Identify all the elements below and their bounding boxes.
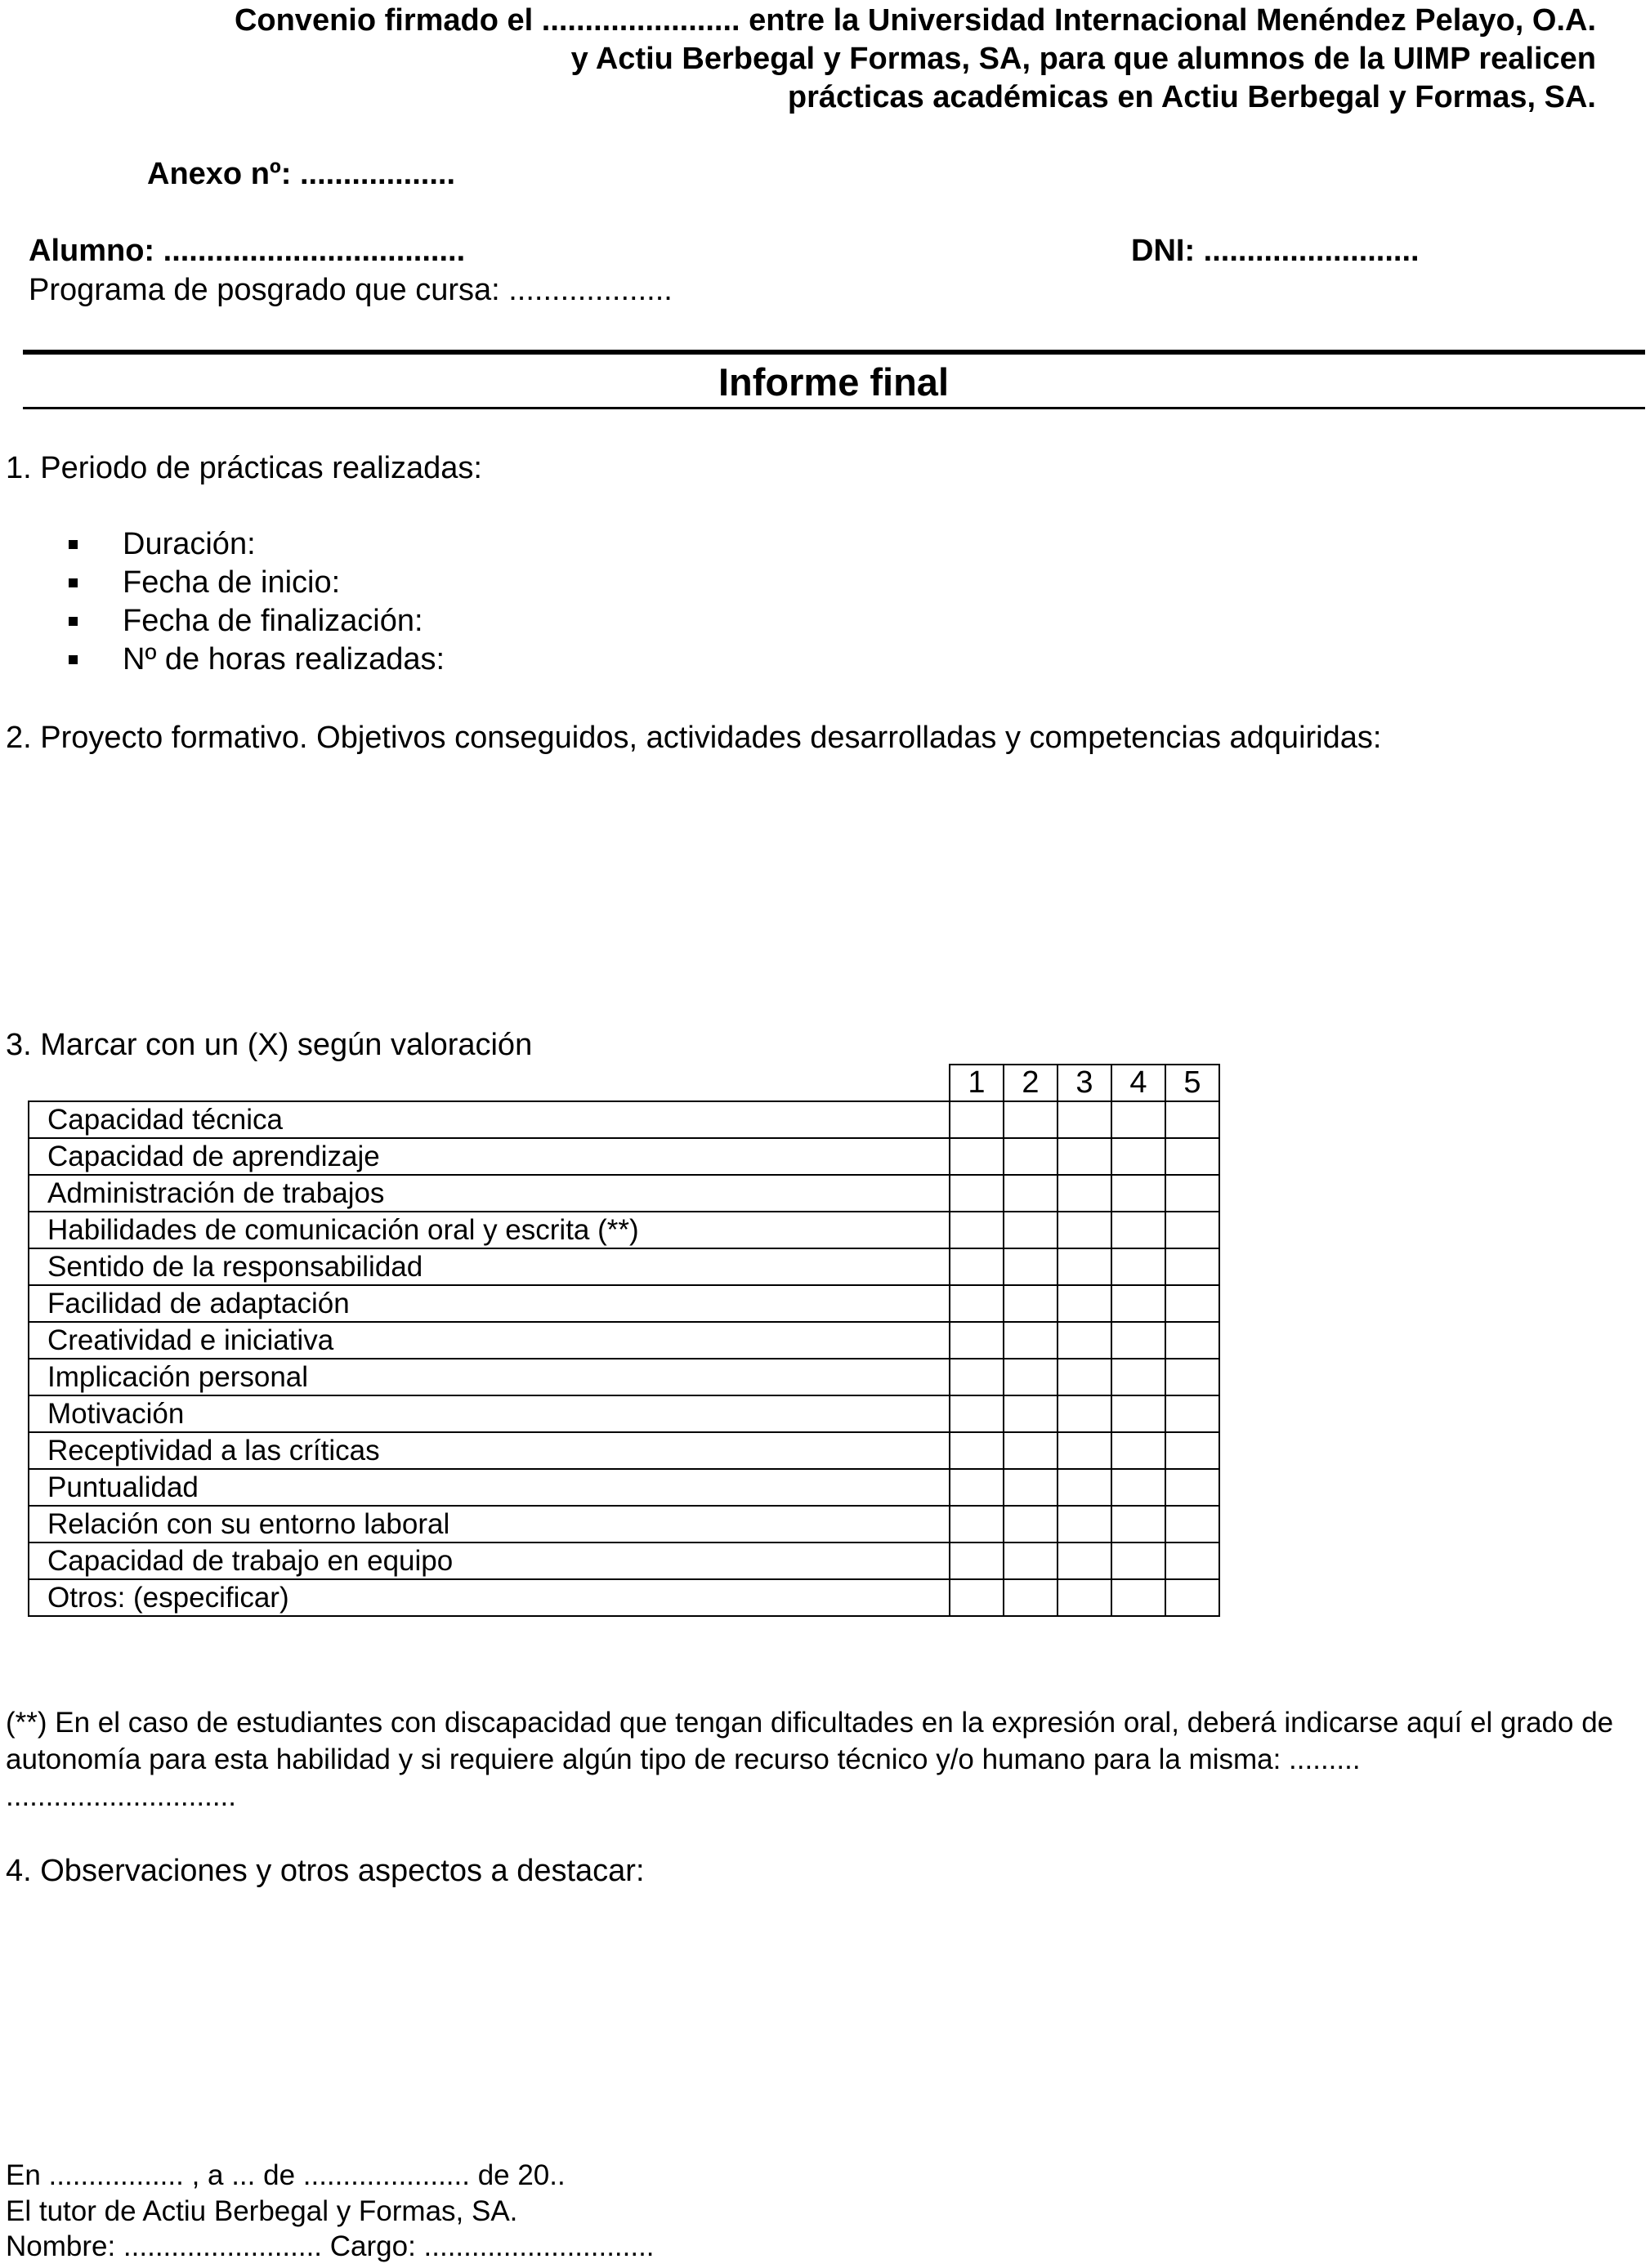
- rating-cell[interactable]: [1004, 1506, 1058, 1543]
- rating-cell[interactable]: [1058, 1285, 1111, 1322]
- criterion-label: Implicación personal: [29, 1359, 950, 1395]
- table-row: [29, 1212, 1219, 1248]
- criterion-label: Administración de trabajos: [29, 1175, 950, 1212]
- scale-label: 1: [950, 1065, 1004, 1101]
- rating-cell[interactable]: [950, 1322, 1004, 1359]
- rating-cell[interactable]: [1004, 1248, 1058, 1285]
- rating-cell[interactable]: [1058, 1469, 1111, 1506]
- criterion-label: Otros: (especificar): [29, 1579, 950, 1616]
- list-item: Duración:: [67, 525, 445, 564]
- rating-cell[interactable]: [1165, 1175, 1219, 1212]
- rating-cell[interactable]: [1165, 1322, 1219, 1359]
- note-line: autonomía para esta habilidad y si requiere algún tipo de recurso técnico y/o humano para la misma: .........: [6, 1743, 1361, 1775]
- table-row: [29, 1543, 1219, 1579]
- rating-cell[interactable]: [1111, 1322, 1165, 1359]
- rating-table: [28, 1064, 1220, 1617]
- criterion-label: Capacidad de aprendizaje: [29, 1138, 950, 1175]
- rating-cell[interactable]: [1111, 1212, 1165, 1248]
- rating-cell[interactable]: [1111, 1175, 1165, 1212]
- rating-cell[interactable]: [950, 1543, 1004, 1579]
- table-row: [29, 1395, 1219, 1432]
- rating-cell[interactable]: [1111, 1285, 1165, 1322]
- rating-cell[interactable]: [1004, 1285, 1058, 1322]
- rating-cell[interactable]: [950, 1138, 1004, 1175]
- table-row: [29, 1506, 1219, 1543]
- rating-cell[interactable]: [1165, 1212, 1219, 1248]
- criterion-label: Habilidades de comunicación oral y escrita (**): [29, 1212, 950, 1248]
- rating-cell[interactable]: [950, 1212, 1004, 1248]
- criterion-label: Facilidad de adaptación: [29, 1285, 950, 1322]
- criterion-label: Relación con su entorno laboral: [29, 1506, 950, 1543]
- rating-cell[interactable]: [1004, 1395, 1058, 1432]
- rating-cell[interactable]: [1165, 1395, 1219, 1432]
- rating-cell[interactable]: [1165, 1101, 1219, 1138]
- list-item: Nº de horas realizadas:: [67, 641, 445, 679]
- table-row: [29, 1175, 1219, 1212]
- rating-cell[interactable]: [1111, 1248, 1165, 1285]
- rating-cell[interactable]: [950, 1506, 1004, 1543]
- rating-cell[interactable]: [1111, 1543, 1165, 1579]
- rating-cell[interactable]: [1004, 1432, 1058, 1469]
- rating-cell[interactable]: [1165, 1359, 1219, 1395]
- table-row: [29, 1579, 1219, 1616]
- table-row: [29, 1432, 1219, 1469]
- criterion-label: Creatividad e iniciativa: [29, 1322, 950, 1359]
- rating-cell[interactable]: [950, 1579, 1004, 1616]
- rating-cell[interactable]: [1165, 1543, 1219, 1579]
- rating-cell[interactable]: [1111, 1101, 1165, 1138]
- agreement-header-line-3: prácticas académicas en Actiu Berbegal y Formas, SA.: [787, 80, 1596, 114]
- rating-cell[interactable]: [1004, 1469, 1058, 1506]
- rating-cell[interactable]: [1004, 1579, 1058, 1616]
- rating-cell[interactable]: [1004, 1175, 1058, 1212]
- rating-cell[interactable]: [1111, 1432, 1165, 1469]
- rating-scale-row: [29, 1065, 1219, 1101]
- table-row: [29, 1248, 1219, 1285]
- rating-cell[interactable]: [1058, 1506, 1111, 1543]
- report-title: Informe final: [718, 360, 950, 404]
- rating-cell[interactable]: [1058, 1101, 1111, 1138]
- rating-cell[interactable]: [1111, 1506, 1165, 1543]
- list-item: Fecha de inicio:: [67, 564, 445, 602]
- title-bottom-rule: [23, 407, 1645, 409]
- rating-cell[interactable]: [950, 1101, 1004, 1138]
- tutor-line: El tutor de Actiu Berbegal y Formas, SA.: [6, 2195, 518, 2227]
- table-row: [29, 1101, 1219, 1138]
- rating-cell[interactable]: [1058, 1395, 1111, 1432]
- rating-cell[interactable]: [1004, 1322, 1058, 1359]
- postgraduate-program-field: Programa de posgrado que cursa: ...................: [29, 273, 673, 307]
- table-row: [29, 1359, 1219, 1395]
- rating-cell[interactable]: [1058, 1322, 1111, 1359]
- student-dni-field: DNI: .........................: [1131, 234, 1420, 268]
- criterion-label: Capacidad de trabajo en equipo: [29, 1543, 950, 1579]
- rating-cell[interactable]: [1165, 1285, 1219, 1322]
- note-line: .............................: [6, 1780, 236, 1812]
- rating-cell[interactable]: [1004, 1359, 1058, 1395]
- criterion-label: Sentido de la responsabilidad: [29, 1248, 950, 1285]
- rating-cell[interactable]: [1058, 1175, 1111, 1212]
- agreement-header-line-2: y Actiu Berbegal y Formas, SA, para que alumnos de la UIMP realicen: [570, 42, 1596, 76]
- student-name-field: Alumno: ...................................: [29, 234, 466, 268]
- rating-cell[interactable]: [1111, 1579, 1165, 1616]
- note-line: (**) En el caso de estudiantes con discapacidad que tengan dificultades en la expresión oral, deberá indicarse aquí el grado de: [6, 1707, 1614, 1739]
- scale-label: 3: [1058, 1065, 1111, 1101]
- rating-cell[interactable]: [1058, 1248, 1111, 1285]
- rating-cell[interactable]: [950, 1395, 1004, 1432]
- rating-cell[interactable]: [1004, 1543, 1058, 1579]
- agreement-header-line-1: Convenio firmado el ....................... entre la Universidad Internacional Menéndez Pelayo, O.A.: [234, 3, 1596, 38]
- name-role-line: Nombre: ......................... Cargo: .............................: [6, 2230, 655, 2262]
- rating-cell[interactable]: [1165, 1579, 1219, 1616]
- list-item: Fecha de finalización:: [67, 602, 445, 641]
- rating-cell[interactable]: [950, 1285, 1004, 1322]
- rating-cell[interactable]: [1058, 1579, 1111, 1616]
- table-corner: [29, 1065, 950, 1101]
- rating-cell[interactable]: [1165, 1432, 1219, 1469]
- rating-cell[interactable]: [1058, 1212, 1111, 1248]
- rating-cell[interactable]: [950, 1359, 1004, 1395]
- scale-label: 4: [1111, 1065, 1165, 1101]
- table-row: [29, 1322, 1219, 1359]
- rating-cell[interactable]: [1058, 1138, 1111, 1175]
- rating-cell[interactable]: [950, 1175, 1004, 1212]
- section-3-heading: 3. Marcar con un (X) según valoración: [6, 1028, 533, 1062]
- annex-number: Anexo nº: ..................: [147, 157, 456, 191]
- title-top-rule: [23, 350, 1645, 355]
- rating-cell[interactable]: [1165, 1138, 1219, 1175]
- rating-cell[interactable]: [950, 1248, 1004, 1285]
- table-row: [29, 1138, 1219, 1175]
- rating-cell[interactable]: [1111, 1138, 1165, 1175]
- place-date-line: En ................. , a ... de ..................... de 20..: [6, 2159, 566, 2191]
- rating-cell[interactable]: [950, 1469, 1004, 1506]
- criterion-label: Puntualidad: [29, 1469, 950, 1506]
- rating-cell[interactable]: [1058, 1543, 1111, 1579]
- criterion-label: Receptividad a las críticas: [29, 1432, 950, 1469]
- rating-cell[interactable]: [950, 1432, 1004, 1469]
- rating-cell[interactable]: [1004, 1212, 1058, 1248]
- rating-cell[interactable]: [1004, 1138, 1058, 1175]
- section-4-heading: 4. Observaciones y otros aspectos a destacar:: [6, 1854, 645, 1888]
- section-2-heading: 2. Proyecto formativo. Objetivos conseguidos, actividades desarrolladas y competencias adquiridas:: [6, 721, 1382, 755]
- disability-note: [6, 1704, 1645, 1815]
- rating-cell[interactable]: [1111, 1469, 1165, 1506]
- rating-cell[interactable]: [1111, 1395, 1165, 1432]
- criterion-label: Capacidad técnica: [29, 1101, 950, 1138]
- criterion-label: Motivación: [29, 1395, 950, 1432]
- section-1-heading: 1. Periodo de prácticas realizadas:: [6, 451, 482, 485]
- rating-cell[interactable]: [1165, 1506, 1219, 1543]
- rating-cell[interactable]: [1111, 1359, 1165, 1395]
- scale-label: 2: [1004, 1065, 1058, 1101]
- table-row: [29, 1469, 1219, 1506]
- scale-label: 5: [1165, 1065, 1219, 1101]
- rating-cell[interactable]: [1165, 1248, 1219, 1285]
- rating-cell[interactable]: [1058, 1359, 1111, 1395]
- table-row: [29, 1285, 1219, 1322]
- rating-cell[interactable]: [1004, 1101, 1058, 1138]
- internship-period-list: [67, 525, 445, 679]
- rating-cell[interactable]: [1165, 1469, 1219, 1506]
- rating-cell[interactable]: [1058, 1432, 1111, 1469]
